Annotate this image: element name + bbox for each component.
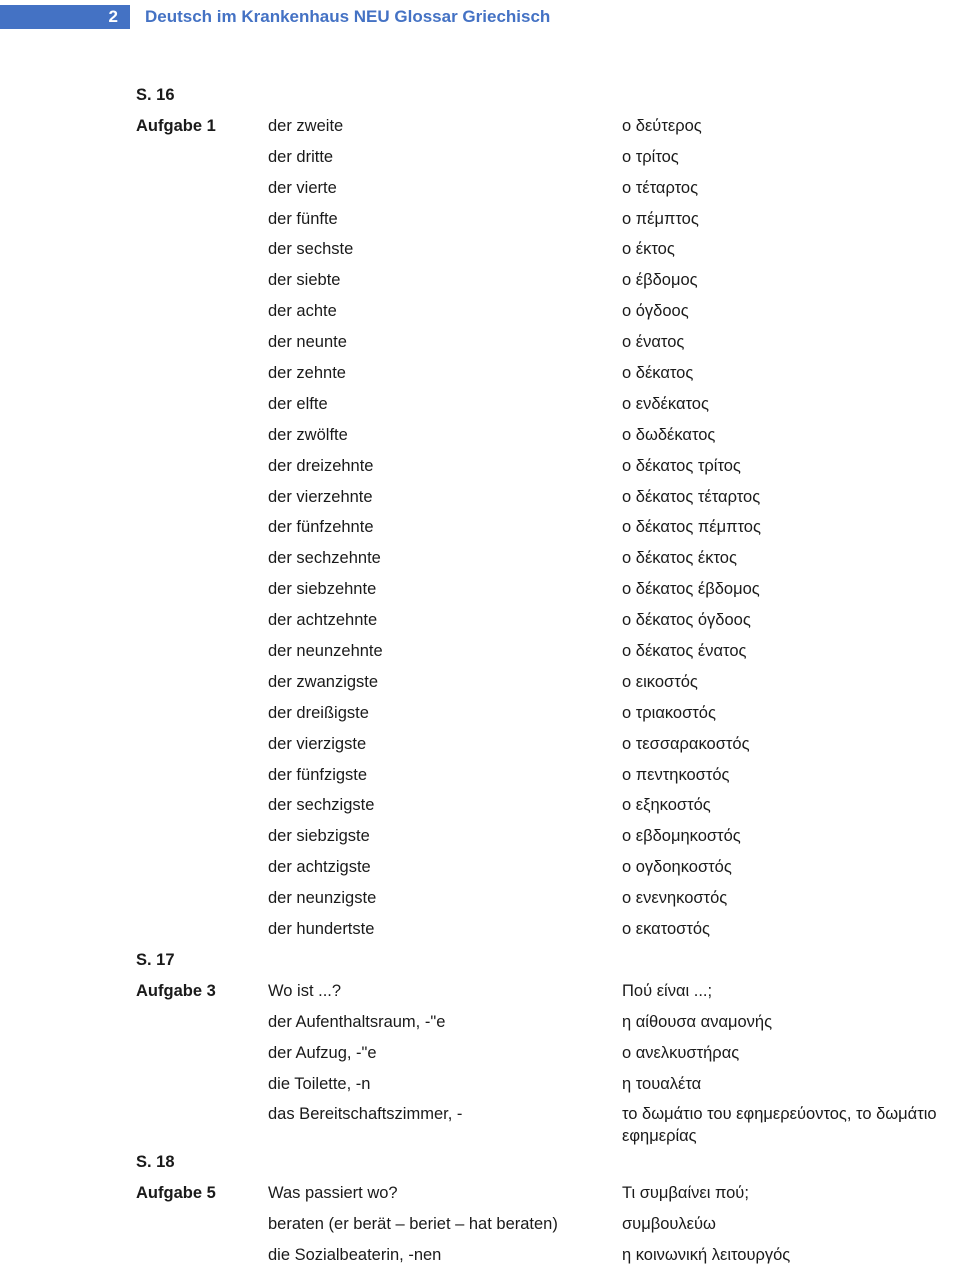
glossary-row [136, 1007, 960, 1038]
glossary-row [136, 512, 960, 543]
greek-translation: ο δέκατος ένατος [622, 642, 747, 661]
greek-translation: Πού είναι ...; [622, 981, 713, 1000]
task-label: Aufgabe 5 [136, 1184, 216, 1203]
greek-translation: ο δέκατος έβδομος [622, 580, 760, 599]
page-reference: S. 18 [136, 1153, 175, 1172]
greek-translation: ο ανελκυστήρας [622, 1043, 740, 1062]
glossary-row [136, 821, 960, 852]
glossary-row [136, 1069, 960, 1100]
german-term: die Sozialbeaterin, -nen [268, 1246, 442, 1265]
german-term: der elfte [268, 394, 328, 413]
greek-translation: ο δέκατος [622, 364, 694, 383]
page-reference-row [136, 945, 960, 976]
greek-translation: το δωμάτιο του εφημερεύοντος, το δωμάτιο εφημερίας [622, 1105, 937, 1146]
greek-translation: ο τρίτος [622, 147, 679, 166]
task-label: Aufgabe 1 [136, 116, 216, 135]
german-term: der siebzehnte [268, 580, 377, 599]
german-term: der siebte [268, 271, 341, 290]
german-term: der achtzigste [268, 858, 371, 877]
glossary-row [136, 1099, 960, 1147]
glossary-row [136, 883, 960, 914]
greek-translation: ο δέκατος έκτος [622, 549, 737, 568]
page-reference-row [136, 80, 960, 111]
glossary-content [136, 80, 960, 1271]
german-term: der vierzigste [268, 734, 367, 753]
glossary-row [136, 482, 960, 513]
glossary-row [136, 1240, 960, 1271]
greek-translation: ο εκατοστός [622, 920, 710, 939]
german-term: das Bereitschaftszimmer, - [268, 1105, 463, 1124]
page-header [0, 5, 580, 29]
german-term: der hundertste [268, 920, 375, 939]
page-number: 2 [0, 5, 130, 29]
glossary-row [136, 389, 960, 420]
greek-translation: η αίθουσα αναμονής [622, 1012, 773, 1031]
greek-translation: ο δωδέκατος [622, 425, 716, 444]
german-term: der fünfzigste [268, 765, 368, 784]
glossary-row [136, 234, 960, 265]
glossary-row [136, 543, 960, 574]
greek-translation: ο ογδοηκοστός [622, 858, 732, 877]
greek-translation: η τουαλέτα [622, 1074, 702, 1093]
german-term: der Aufzug, -"e [268, 1043, 377, 1062]
greek-translation: ο πεντηκοστός [622, 765, 730, 784]
german-term: der sechste [268, 240, 354, 259]
section-s18 [136, 1178, 960, 1271]
glossary-row [136, 1178, 960, 1209]
glossary-row [136, 358, 960, 389]
greek-translation: ο εξηκοστός [622, 796, 711, 815]
greek-translation: ο όγδοος [622, 302, 689, 321]
glossary-row [136, 852, 960, 883]
greek-translation: ο πέμπτος [622, 209, 699, 228]
glossary-row [136, 451, 960, 482]
page-reference: S. 16 [136, 86, 175, 104]
german-term: der vierte [268, 178, 337, 197]
german-term: der sechzigste [268, 796, 375, 815]
glossary-row [136, 142, 960, 173]
glossary-row [136, 1038, 960, 1069]
german-term: der zwölfte [268, 425, 348, 444]
german-term: der Aufenthaltsraum, -"e [268, 1012, 446, 1031]
greek-translation: Τι συμβαίνει πού; [622, 1184, 749, 1203]
glossary-row [136, 605, 960, 636]
german-term: der zehnte [268, 364, 346, 383]
glossary-row [136, 760, 960, 791]
greek-translation: ο δέκατος πέμπτος [622, 518, 761, 537]
german-term: der dritte [268, 147, 334, 166]
german-term: der dreißigste [268, 703, 369, 722]
german-term: der fünfzehnte [268, 518, 374, 537]
glossary-row [136, 420, 960, 451]
german-term: der fünfte [268, 209, 338, 228]
glossary-row [136, 111, 960, 142]
glossary-row [136, 296, 960, 327]
german-term: Wo ist ...? [268, 981, 342, 1000]
greek-translation: ο τριακοστός [622, 703, 716, 722]
german-term: der sechzehnte [268, 549, 381, 568]
glossary-row [136, 204, 960, 235]
glossary-row [136, 976, 960, 1007]
glossary-row [136, 667, 960, 698]
glossary-row [136, 574, 960, 605]
glossary-row [136, 327, 960, 358]
greek-translation: ο ενδέκατος [622, 394, 709, 413]
german-term: der zweite [268, 116, 344, 135]
german-term: der neunzigste [268, 889, 377, 908]
glossary-row [136, 914, 960, 945]
glossary-row [136, 698, 960, 729]
greek-translation: ο δέκατος τρίτος [622, 456, 741, 475]
glossary-row [136, 1209, 960, 1240]
page-reference-row [136, 1147, 960, 1178]
greek-translation: ο τεσσαρακοστός [622, 734, 750, 753]
glossary-row [136, 790, 960, 821]
german-term: die Toilette, -n [268, 1074, 371, 1093]
german-term: der neunte [268, 333, 347, 352]
greek-translation: ο έβδομος [622, 271, 698, 290]
greek-translation: ο ενενηκοστός [622, 889, 728, 908]
greek-translation: ο εικοστός [622, 672, 698, 691]
german-term: der vierzehnte [268, 487, 373, 506]
glossary-row [136, 173, 960, 204]
greek-translation: ο δεύτερος [622, 116, 702, 135]
glossary-row [136, 636, 960, 667]
section-s17 [136, 976, 960, 1148]
german-term: der achte [268, 302, 337, 321]
german-term: der achtzehnte [268, 611, 378, 630]
german-term: der dreizehnte [268, 456, 374, 475]
document-title: Deutsch im Krankenhaus NEU Glossar Griechisch [145, 7, 551, 26]
greek-translation: ο εβδομηκοστός [622, 827, 741, 846]
german-term: der siebzigste [268, 827, 370, 846]
task-label: Aufgabe 3 [136, 981, 216, 1000]
greek-translation: ο δέκατος τέταρτος [622, 487, 761, 506]
page-reference: S. 17 [136, 950, 175, 969]
section-s16 [136, 111, 960, 945]
glossary-row [136, 265, 960, 296]
greek-translation: ο δέκατος όγδοος [622, 611, 751, 630]
greek-translation: ο ένατος [622, 333, 685, 352]
german-term: Was passiert wo? [268, 1184, 398, 1203]
greek-translation: ο έκτος [622, 240, 675, 259]
greek-translation: η κοινωνική λειτουργός [622, 1246, 791, 1265]
greek-translation: συμβουλεύω [622, 1215, 716, 1234]
glossary-row [136, 729, 960, 760]
german-term: beraten (er berät – beriet – hat beraten) [268, 1215, 558, 1234]
german-term: der zwanzigste [268, 672, 379, 691]
german-term: der neunzehnte [268, 642, 383, 661]
greek-translation: ο τέταρτος [622, 178, 699, 197]
